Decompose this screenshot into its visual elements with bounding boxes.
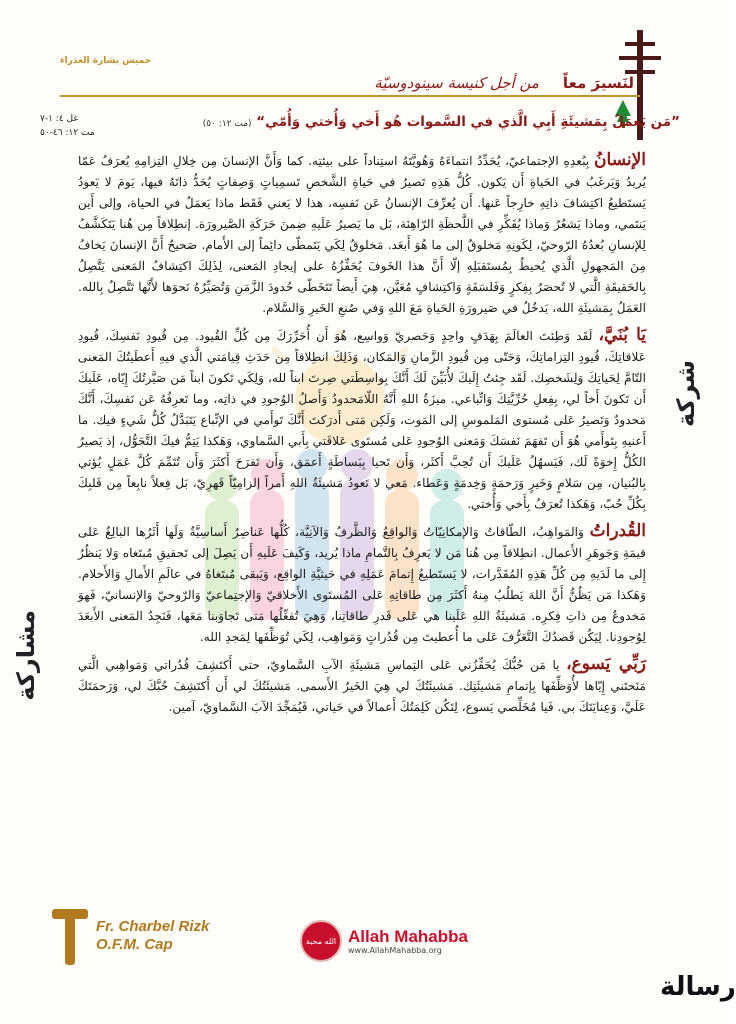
author-name: Fr. Charbel Rizk xyxy=(96,918,210,935)
allah-mahabba-seal-icon: الله محبة xyxy=(300,920,342,962)
reflection-body xyxy=(78,150,646,724)
slogan-walk-together: لنَسيرَ معاً xyxy=(562,74,634,92)
brand-url[interactable]: www.AllahMahabba.org xyxy=(348,945,442,955)
section-lead: الإنسانُ xyxy=(594,150,647,170)
author-signature xyxy=(50,905,209,967)
section-lead: يَا بُنَيَّ، xyxy=(598,325,647,345)
event-subtitle: خميس بشارة العذراء xyxy=(60,56,152,66)
gospel-quote-text: ”مَن يَعمَلُ بِمَشيئَةِ أَبِي الَّذي في السَّموات هُو أَخي وَأُختي وَأُمّي“ xyxy=(256,114,680,130)
slogan xyxy=(374,74,634,92)
section-my-son xyxy=(78,325,646,515)
slogan-synodal: من أجل كنيسة سينودوسيّة xyxy=(374,74,539,92)
section-text: يا مَن حُبُّكَ يُحَفِّزُني عَلى التِماسِ مَشيئَةِ الآبِ السَّماويّ، حتى أَكتَشِفَ قُدُراتي وَمَواهِبي الَّتي مَنَحتَني إِيّاها لأُوَظِّفَها بِإتمامِ مَشيئَتِك. مَشيئَتُكَ لي هِيَ الخَيرُ الأَسمى. مَشيئَتُكَ لي أَن أَكتَشِفَ حُبَّكَ لي، وَرَحمَتَكَ عَلَيَّ، وَعِنايَتَكَ بي. فَيا مُخَلِّصي يَسوع، لِتَكُن كَلِمَتُكَ أَعمالاً في حَياتي، فَيُمَجِّدَ الآبَ السَّماويّ، آمين. xyxy=(78,658,646,714)
section-lead: القُدراتُ xyxy=(589,521,646,541)
header-divider xyxy=(60,95,640,97)
reading-ref-epistle: غل ٤: ١-٧ xyxy=(40,114,79,124)
gospel-quote xyxy=(203,114,680,130)
side-label-mission: رسالة xyxy=(660,972,736,1002)
brand-name: Allah Mahabba xyxy=(348,926,468,946)
section-text: بِبُعدِهِ الإجتماعيّ، يُحَدِّدُ انتماءَهُ وَهُويَّتَهُ استِناداً على بيئتِه. كما وَأَنَّ الإنسانَ مِن خِلالِ التِزامِهِ يُعرَفُ عَمّا يُريدُ وَيَرغَبُ في الحَياةِ أَن يَكون. كُلُّ هَذِهِ تَصيرُ في حَياةِ الشَّخصِ تَسمِياتٍ وَصِفاتٍ يُحَدُّ ذاتَهُ فيها، يَومَ لا يَعودُ يَستَطيعُ اكتِشافَ ذاتِهِ خارِجاً عَنها. أَن يُعرِّفَ الإنسانُ عَن نَفسِه، هذا لا يَعني فَقَط ماذا يَعمَلُ في الحياة، وإلى أَين يَنتَمي، وماذا يَشعُرُ وَماذا يُفَكِّرِ في اللَّحظَةِ الرّاهِنَة، بَل ما يَصيرُ عَلَيهِ ضِمنَ حَرَكَةِ الصَّيرورَة. إنطِلاقاً مِن هُنا يَتَكَشَّفُ لِلإنسانِ بُعدُهُ الرّوحيّ، لِكَونِهِ مَخلوقٌ إلى ما هُوَ أَبعَد. مَخلوقٌ لِكَي يَتَمطّى دائِماً إلى الأَمام. صَحيحٌ أَنَّ الإنسانَ يَخافُ مِنَ المَجهولِ الَّذي يُحيطُ بِمُستَقبَلِهِ إلّا أَنَّ هذا الخَوفَ يُحَفِّزُهُ على إيجادِ المَعنى، لِذَلِكَ اكتِشافُ المَعنى يَتَّصِلُ بِالحَقيقَةِ الَّتي لا تُحصَرُ بِفِكرٍ وَفَلسَفَةٍ وَاكتِشافٍ مُعَيَّن، هِيَ أَيضاً تَتَخَطّى حُدودَ الزَّمَنِ وَتُصَيِّرُهُ نَحوَها لأَنَّها تَتَّصِلُ بِالله. العَمَلُ بِمَشيئَةِ الله، يَدخُلُ في صَيرورَةِ الحَياةِ مَعَ اللهِ وَفي صُنعِ الخَيرِ وَالسَّلام. xyxy=(78,154,646,315)
section-text: لَقَد وَطِئتَ العالَمَ بِهَدَفٍ واحِدٍ وَحَصريّ وَواسِع، هُوَ أَن أُحَرِّرَكَ مِن كُلِّ القُيود. مِن قُيودِ نَفسِكَ، قُيودِ عَلاقاتِكَ، قُيودِ التِزاماتِكَ، وَحَتّى مِن قُيودِ الزَّمانِ وَالمَكان، وَذَلِكَ انطِلاقاً مِن حَدَثِ قِيامَتي الَّذي فيهِ أَعطَيتُكَ المَعنى التّامَّ لِحَياتِكَ وَلِشَخصِك. لَقَد جِئتُ إِلَيكَ لأُبَيِّنَ لَكَ أَنَّكَ بِواسِطَتي صِرتَ ابناً لله، وَلِكَي تَكونَ ابناً مَن صَيَّرتُكَ إِيّاه، عَلَيكَ أَن تَكونَ أَخاً لي، بِفِعلِ حُرِّيَّتِكَ وَاتِّباعي. ميزَةُ اللهِ أَنَّهُ اللّامَحدودُ وَأَصلُ الوُجودِ في ذاتِه، وما تَعرِفُهُ عَن نَفسِكَ، أَنَّكَ مَحدودٌ وَتَصيرُ عَلى مُستوى المَلموسِ إلى المَوت، وَلَكِن مَتى أَدرَكتَ أَنَّكَ تَوأَمي في الإتِّباع يَتَبَدَّلُ كُلُّ شَيءٍ فيك. ما أَعنيهِ بِتَوأَمي هُوَ أَن تَفهَمَ نَفسَكَ وَمَعنى الوُجودِ عَلى مُستَوى عَلاقَتي بِأَبي السَّماوي، وَهَكذا يَتِمُّ فيكَ التَّحَوُّل، إذ يَصيرُ الكُلُّ إِخوَةً لَك، فَيَسهُلُ عَلَيكَ أَن تُحِبَّ أَكثَر، وَأَن تَحيا بِبَساطَةٍ أَعمَق، وَأَن تَفرَحَ أَكثَرَ وَأَن تُتَمِّمَ كُلَّ عَمَلٍ يُؤتي بِالبُنيان، مِن سَلامٍ وَخَيرٍ وَرَحمَةٍ وَخِدمَةٍ وَعَطاء. مَعي لا تَعودُ مَشيئَةُ اللهِ أَمراً إلزامِيّاً قَهرِيّ، بَل فِعلاً نابِعاً مِن قَلبِكَ بِكُلِّ حُبّ، وَهَكذا تُعرَفُ بِأَخي وَأُختي. xyxy=(78,329,646,511)
section-prayer xyxy=(78,654,646,718)
section-lead: رَبِّي يَسوع، xyxy=(566,654,647,674)
section-text: وَالمَواهِبُ، الطّاقاتُ وَالإمكانِيّاتُ وَالواقِعُ وَالظَّرفُ وَالآنِيَّة، كُلُّها عَناصِرُ أَساسِيَّةٌ وَلَها أَثَرُها البالِغُ عَلى قيمَةِ وَجَوهَرِ الأَعمال. انطِلاقاً مِن هُنا مَن لا يَعرِفُ بِالتَّمامِ ماذا يُريد، وَكَيفَ عَلَيهِ أَن يَصِلَ إلى تَحقيقِ مُبتَغاه وَلا يَنظُرُ إِلى ما لَدَيهِ مِن كُلِّ هَذِهِ المُقَدَّرات، لا يَستَطيعُ إِتمامَ عَمَلِهِ في حَيثيَّةِ الواقِع، وَيَبقى مُبتَغاهُ في عالَمِ الأَمالِ وَالأَحلام. وَهَكذا مَن يَظُنُّ أَنَّ اللهَ يَطلُبُ مِنهُ أَكثَرَ مِن طاقاتِهِ عَلى المُستَوى الأَخلاقيّ وَالإجتِماعيّ وَالرّوحيّ وَالإنسانيّ، فَهوَ مَخدوعٌ مِن ذاتِ فِكرِه. مَشيئَةُ اللهِ عَلَينا هي عَلى قَدرِ طاقاتِنا، وَهِيَ تُفعِّلُها مَتى تَجاوَبنا مَعَها، فَنَجِدُ المَعنى الأَبعَدَ لِوُجودِنا. لِيَكُن قَصدُكَ التَّعَرُّفَ عَلى ما أُعطيتَ مِن قُدُراتٍ وَمَواهِب، لِكَي تُوَظِّفَها لِمَجدِ الله. xyxy=(78,525,646,644)
section-human xyxy=(78,150,646,319)
side-label-participation: مشاركة xyxy=(12,610,40,701)
allah-mahabba-logo xyxy=(300,920,468,962)
tau-cross-icon xyxy=(50,905,90,967)
author-name-block xyxy=(96,918,209,954)
reading-ref-gospel: مت ١٢: ٤٦-٥٠ xyxy=(40,128,95,138)
side-label-communion: شركة xyxy=(672,360,700,428)
section-abilities xyxy=(78,521,646,648)
gospel-quote-ref: (مت ١٢: ٥٠) xyxy=(202,119,252,129)
reading-references xyxy=(40,112,95,140)
author-order: O.F.M. Cap xyxy=(96,936,173,953)
gospel-quote-row xyxy=(40,110,680,146)
